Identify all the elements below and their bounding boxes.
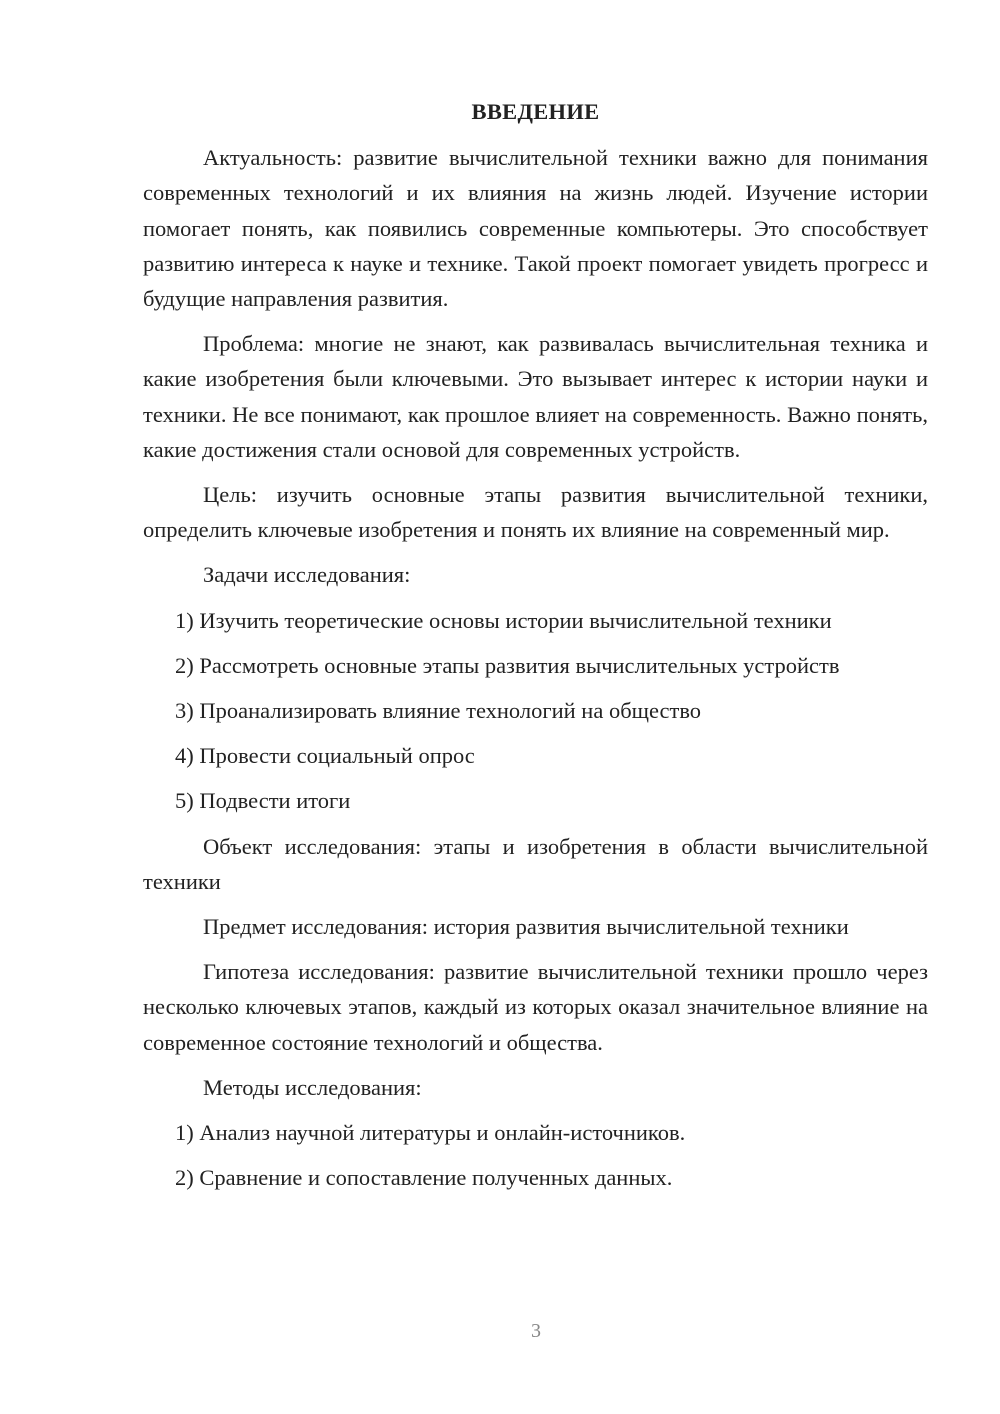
page-title: ВВЕДЕНИЕ [471,99,600,124]
task-item: 4) Провести социальный опрос [175,743,475,769]
task-item: 1) Изучить теоретические основы истории вычислительной техники [175,607,832,633]
method-item: 1) Анализ научной литературы и онлайн-источников. [175,1120,686,1146]
relevance-paragraph: Актуальность: развитие вычислительной техники важно для понимания современных технологий и их влияния на жизнь людей. Изучение истории помогает понять, как появились современные компьютеры. Это способствует развитию интереса к науке и технике. Такой проект помогает увидеть прогресс и будущие направления развития. [143,145,928,312]
subject-paragraph: Предмет исследования: история развития вычислительной техники [203,914,849,940]
object-paragraph: Объект исследования: этапы и изобретения в области вычислительной техники [143,833,928,894]
hypothesis-paragraph: Гипотеза исследования: развитие вычислительной техники прошло через несколько ключевых этапов, каждый из которых оказал значительное влияние на современное состояние технологий и общества. [143,959,928,1055]
task-item: 2) Рассмотреть основные этапы развития вычислительных устройств [175,652,840,678]
tasks-heading: Задачи исследования: [203,562,411,588]
methods-heading: Методы исследования: [203,1074,422,1100]
problem-paragraph: Проблема: многие не знают, как развивалась вычислительная техника и какие изобретения были ключевыми. Это вызывает интерес к истории науки и техники. Не все понимают, как прошлое влияет на современность. Важно понять, какие достижения стали основой для современных устройств. [143,331,928,462]
task-item: 3) Проанализировать влияние технологий на общество [175,698,702,724]
page-number: 3 [531,1320,541,1342]
task-item: 5) Подвести итоги [175,788,351,814]
page-content [143,94,928,1205]
goal-paragraph: Цель: изучить основные этапы развития вычислительной техники, определить ключевые изобретения и понять их влияние на современный мир. [143,482,928,543]
method-item: 2) Сравнение и сопоставление полученных данных. [175,1165,673,1191]
